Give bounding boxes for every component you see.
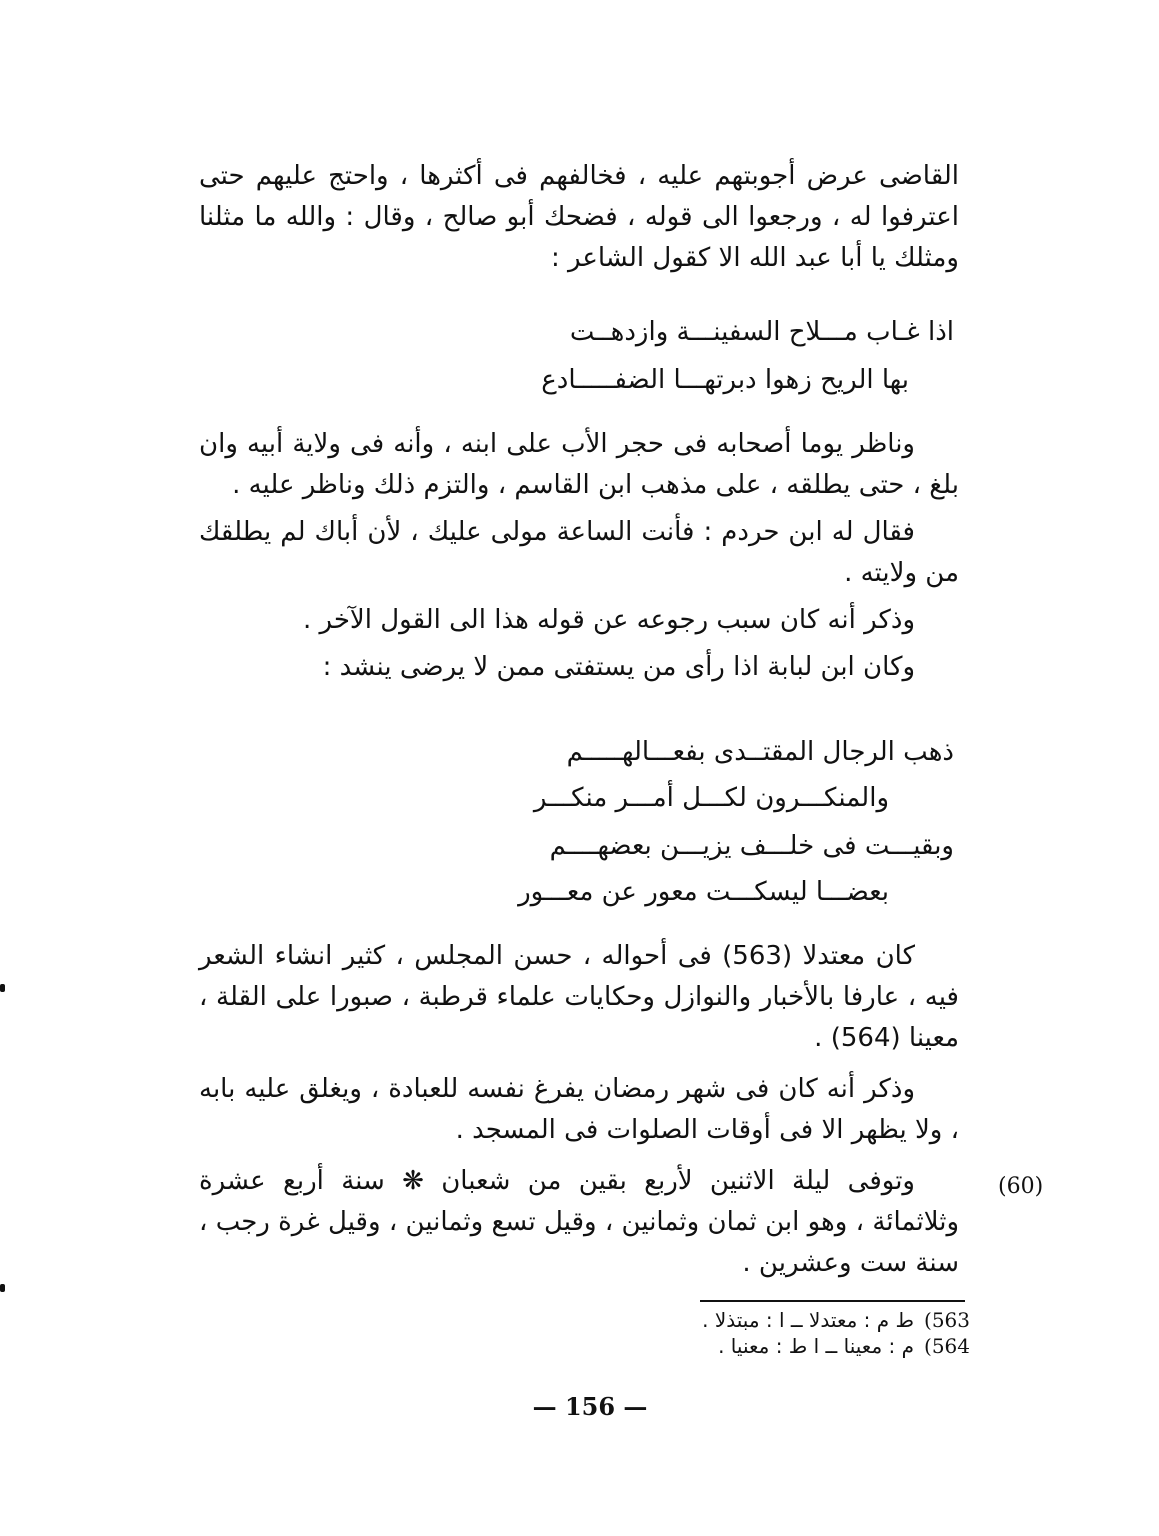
paragraph: وذكر أنه كان فى شهر رمضان يفرغ نفسه للعبادة ، ويغلق عليه بابه ، ولا يظهر الا فى أوقات الصلوات فى المسجد .	[199, 1074, 959, 1145]
footnote-number: 563)	[924, 1308, 970, 1332]
poem-1-first-hemistich: اذا غـاب مـــلاح السفينـــة وازدهــت	[569, 317, 954, 347]
paragraph-block	[199, 424, 959, 688]
poem-2-second-hemistich: والمنكـــرون لكـــل أمـــر منكـــر	[533, 783, 889, 813]
paragraph: القاضى عرض أجوبتهم عليه ، فخالفهم فى أكثرها ، واحتج عليهم حتى اعترفوا له ، ورجعوا الى قوله ، فضحك أبو صالح ، وقال : والله ما مثلنا ومثلك يا أبا عبد الله الا كقول الشاعر :	[199, 161, 959, 273]
footnote-563	[610, 1308, 970, 1332]
poem-2-first-hemistich: ذهب الرجال المقتــدى بفعـــالهـــــم	[566, 737, 954, 767]
scan-edge-mark	[0, 984, 5, 992]
paragraph: وناظر يوما أصحابه فى حجر الأب على ابنه ، وأنه فى ولاية أبيه وان بلغ ، حتى يطلقه ، على مذهب ابن القاسم ، والتزم ذلك وناظر عليه .	[199, 429, 959, 500]
poem-3-second-hemistich: بعضـــا ليسكـــت معور عن معـــور	[518, 877, 889, 907]
poem-3-first-hemistich: وبقيـــت فى خلـــف يزيـــن بعضهــــم	[549, 831, 954, 861]
poem-1-second-hemistich: بها الريح زهوا دبرتهـــا الضفـــــادع	[541, 365, 909, 395]
footnote-divider	[700, 1300, 965, 1302]
paragraph-block	[199, 936, 959, 1284]
margin-number: (60)	[998, 1174, 1044, 1199]
paragraph: كان معتدلا (563) فى أحواله ، حسن المجلس ، كثير انشاء الشعر فيه ، عارفا بالأخبار والنوازل وحكايات علماء قرطبة ، صبورا على القلة ، معينا (564) .	[199, 941, 959, 1053]
footnote-number: 564)	[924, 1334, 970, 1358]
paragraph-continuation	[199, 156, 959, 279]
scan-edge-mark	[0, 1284, 5, 1292]
footnote-564	[610, 1334, 970, 1358]
footnote-text: م : معينا ــ ا ط : معنيا .	[718, 1334, 914, 1358]
footnote-text: ط م : معتدلا ــ ا : مبتذلا .	[702, 1308, 914, 1332]
paragraph: وكان ابن لبابة اذا رأى من يستفتى ممن لا يرضى ينشد :	[322, 652, 915, 682]
paragraph: وذكر أنه كان سبب رجوعه عن قوله هذا الى القول الآخر .	[302, 605, 915, 635]
page-number: — 156 —	[532, 1392, 648, 1421]
paragraph: وتوفى ليلة الاثنين لأربع بقين من شعبان ❋ سنة أربع عشرة وثلاثمائة ، وهو ابن ثمان وثمانين ، وقيل تسع وثمانين ، وقيل غرة رجب ، سنة ست وعشرين .	[199, 1166, 959, 1278]
paragraph: فقال له ابن حردم : فأنت الساعة مولى عليك ، لأن أباك لم يطلقك من ولايته .	[199, 517, 959, 588]
